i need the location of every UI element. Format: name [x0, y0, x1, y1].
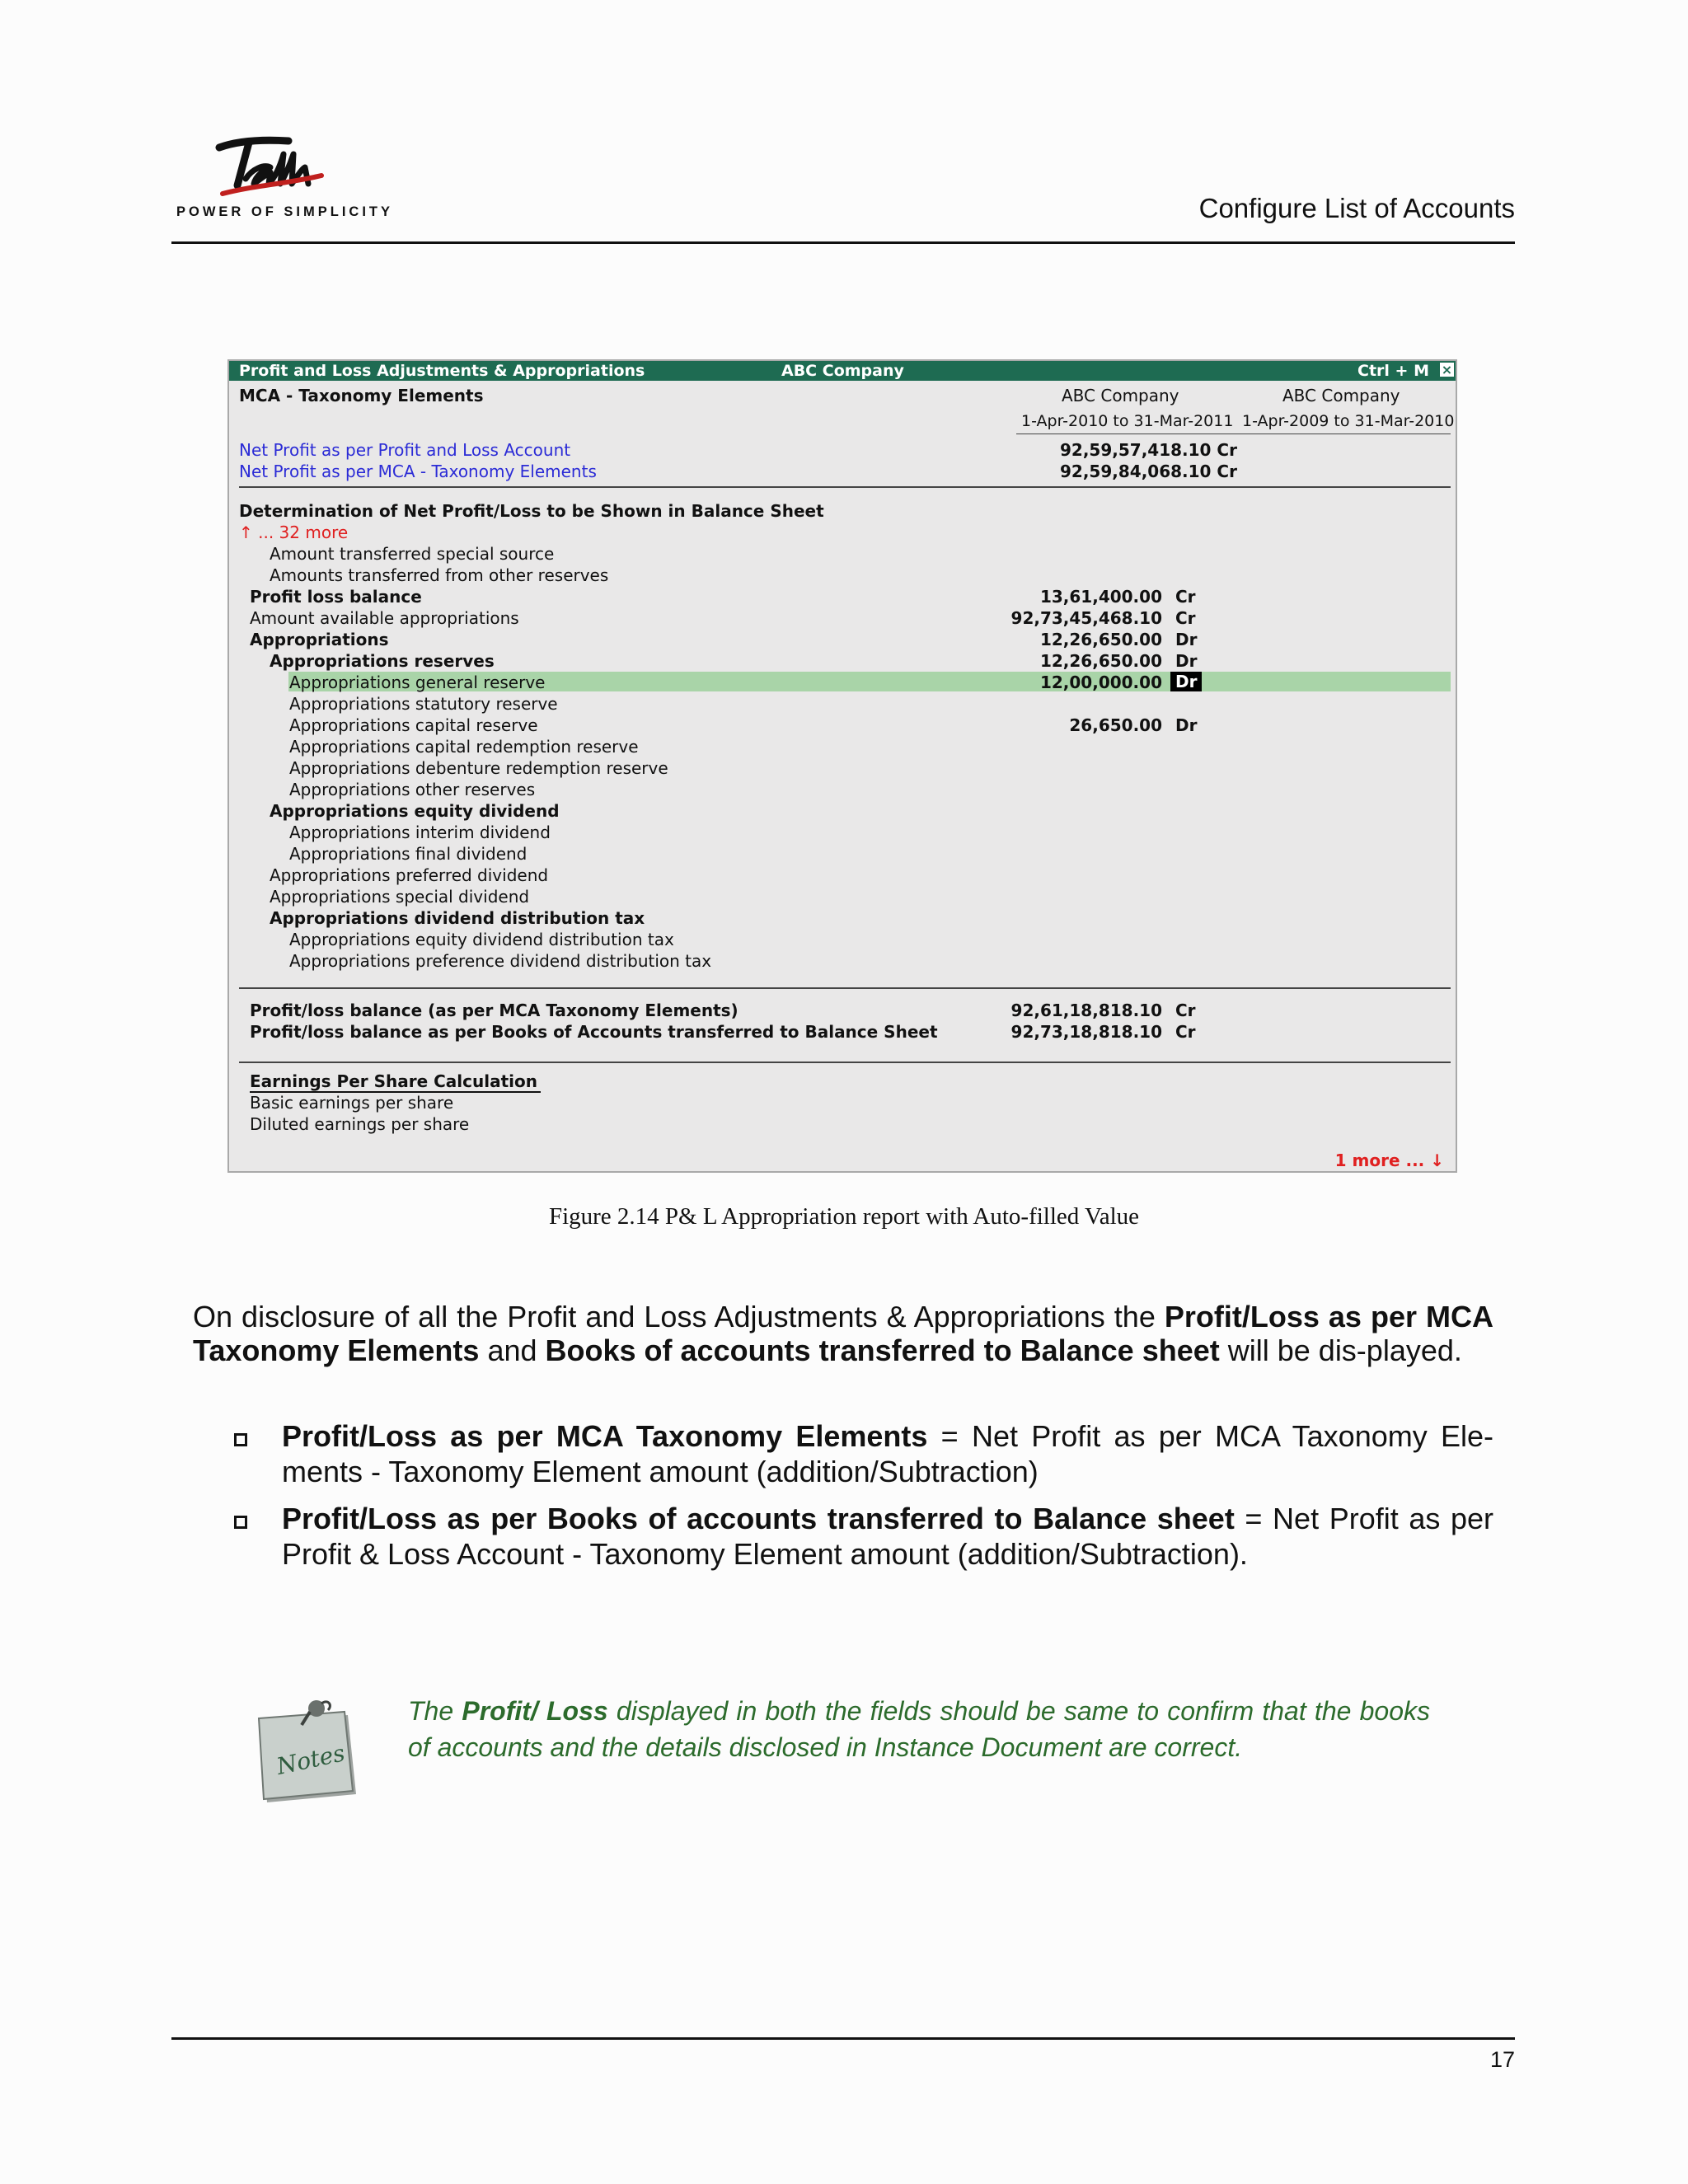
pl-mca-amount: 92,61,18,818.10 — [1010, 1001, 1162, 1020]
more-up-indicator[interactable]: ↑ ... 32 more — [239, 523, 349, 542]
pl-mca-label: Profit/loss balance (as per MCA Taxonomy Elements) — [250, 1001, 738, 1020]
row-amount: 12,26,650.00 — [1039, 630, 1162, 649]
row-label[interactable]: Appropriations final dividend — [289, 844, 528, 864]
row-amount: 92,73,45,468.10 — [1010, 608, 1162, 628]
text: will be dis-played. — [1219, 1333, 1462, 1367]
note-text — [408, 1693, 1430, 1765]
divider — [239, 987, 1451, 989]
net-profit-mca-label[interactable]: Net Profit as per MCA - Taxonomy Elements — [239, 462, 597, 481]
net-profit-pl-label[interactable]: Net Profit as per Profit and Loss Account — [239, 440, 571, 460]
net-profit-mca-value: 92,59,84,068.10 Cr — [1060, 462, 1237, 481]
text: = Net Profit as per Profit & Loss Account - Taxonomy Element amount (addition/Subtraction). — [282, 1502, 1493, 1571]
row-label[interactable]: Appropriations equity dividend — [270, 801, 560, 821]
bold-text: Profit/Loss as per MCA Taxonomy Elements — [193, 1300, 1493, 1367]
row-label[interactable]: Amount transferred special source — [270, 544, 555, 564]
pl-books-amount: 92,73,18,818.10 — [1010, 1022, 1162, 1042]
row-amount: 12,26,650.00 — [1039, 651, 1162, 671]
text: The — [408, 1696, 462, 1726]
text: = Net Profit as per MCA Taxonomy Ele-ments - Taxonomy Element amount (addition/Subtraction) — [282, 1419, 1494, 1488]
eps-basic[interactable]: Basic earnings per share — [250, 1093, 454, 1113]
tally-report-screenshot — [227, 359, 1457, 1173]
eps-heading: Earnings Per Share Calculation — [250, 1071, 541, 1093]
row-label[interactable]: Amounts transferred from other reserves — [270, 565, 609, 585]
figure-caption: Figure 2.14 P& L Appropriation report with Auto-filled Value — [548, 1203, 1140, 1230]
shortcut-label: Ctrl + M — [1357, 362, 1429, 380]
row-label[interactable]: Appropriations general reserve — [289, 673, 546, 692]
bold-text: Books of accounts transferred to Balance sheet — [545, 1333, 1220, 1367]
row-label[interactable]: Appropriations statutory reserve — [289, 694, 558, 714]
row-label[interactable]: Profit loss balance — [250, 587, 422, 607]
more-down-indicator[interactable]: 1 more ... ↓ — [1334, 1151, 1444, 1170]
bullet-icon — [234, 1516, 247, 1529]
body-paragraph — [193, 1300, 1493, 1367]
pl-mca-suffix: Cr — [1175, 1001, 1196, 1020]
row-dr-cr[interactable]: Dr — [1170, 672, 1202, 691]
report-titlebar — [229, 361, 1456, 381]
footer-divider — [171, 2037, 1515, 2040]
logo-tagline: POWER OF SIMPLICITY — [176, 204, 394, 219]
row-label[interactable]: Appropriations preference dividend distribution tax — [289, 951, 712, 971]
row-label[interactable]: Appropriations special dividend — [270, 887, 530, 907]
bold-text: Profit/ Loss — [462, 1696, 608, 1726]
net-profit-pl-value: 92,59,57,418.10 Cr — [1060, 440, 1237, 460]
row-amount: 13,61,400.00 — [1039, 587, 1162, 607]
tally-logo-mark — [213, 136, 328, 202]
bullet-item — [282, 1501, 1493, 1572]
report-title: Profit and Loss Adjustments & Appropriations — [239, 362, 645, 380]
col1-period: 1-Apr-2010 to 31-Mar-2011 — [1021, 412, 1234, 430]
row-dr-cr: Cr — [1175, 587, 1196, 607]
row-label[interactable]: Appropriations capital redemption reserve — [289, 737, 639, 757]
row-label[interactable]: Appropriations equity dividend distribution tax — [289, 930, 674, 949]
section-title: Configure List of Accounts — [1198, 193, 1515, 223]
page-number: 17 — [1489, 2047, 1515, 2072]
divider — [239, 486, 1451, 488]
row-dr-cr: Cr — [1175, 608, 1196, 628]
report-subtitle: MCA - Taxonomy Elements — [239, 386, 484, 405]
text: On disclosure of all the Profit and Loss Adjustments & Appropriations the — [193, 1300, 1165, 1333]
determination-heading: Determination of Net Profit/Loss to be Shown in Balance Sheet — [239, 501, 824, 521]
row-dr-cr: Dr — [1175, 630, 1198, 649]
bullet-item — [282, 1418, 1493, 1489]
close-icon[interactable]: × — [1441, 362, 1453, 377]
row-dr-cr: Dr — [1175, 651, 1198, 671]
col2-company: ABC Company — [1282, 386, 1400, 405]
row-label[interactable]: Appropriations reserves — [270, 651, 495, 671]
row-label[interactable]: Appropriations dividend distribution tax — [270, 908, 645, 928]
header-divider — [171, 241, 1515, 244]
row-label[interactable]: Appropriations other reserves — [289, 780, 536, 799]
bold-text: Profit/Loss as per MCA Taxonomy Elements — [282, 1419, 928, 1453]
text: displayed in both the fields should be same to confirm that the books of accounts and the details disclosed in Instance Document are correct. — [408, 1696, 1431, 1762]
bullet-icon — [234, 1433, 247, 1446]
notes-icon-label: Notes — [274, 1739, 348, 1780]
row-label[interactable]: Appropriations — [250, 630, 389, 649]
row-label[interactable]: Appropriations interim dividend — [289, 823, 551, 842]
bold-text: Profit/Loss as per Books of accounts transferred to Balance sheet — [282, 1502, 1235, 1535]
row-dr-cr: Dr — [1175, 715, 1198, 735]
row-label[interactable]: Appropriations debenture redemption reserve — [289, 758, 668, 778]
text: and — [479, 1333, 546, 1367]
col2-period: 1-Apr-2009 to 31-Mar-2010 — [1242, 412, 1455, 430]
row-amount: 12,00,000.00 — [1039, 673, 1162, 692]
row-amount: 26,650.00 — [1069, 715, 1162, 735]
col1-company: ABC Company — [1062, 386, 1179, 405]
pl-books-label: Profit/loss balance as per Books of Accounts transferred to Balance Sheet — [250, 1022, 938, 1042]
notes-sticky-icon — [252, 1694, 359, 1805]
divider — [239, 1062, 1451, 1063]
pl-books-suffix: Cr — [1175, 1022, 1196, 1042]
eps-diluted[interactable]: Diluted earnings per share — [250, 1114, 470, 1134]
titlebar-company: ABC Company — [781, 362, 904, 380]
row-label[interactable]: Amount available appropriations — [250, 608, 519, 628]
row-label[interactable]: Appropriations preferred dividend — [270, 865, 549, 885]
notes-icon — [252, 1694, 359, 1809]
row-label[interactable]: Appropriations capital reserve — [289, 715, 538, 735]
